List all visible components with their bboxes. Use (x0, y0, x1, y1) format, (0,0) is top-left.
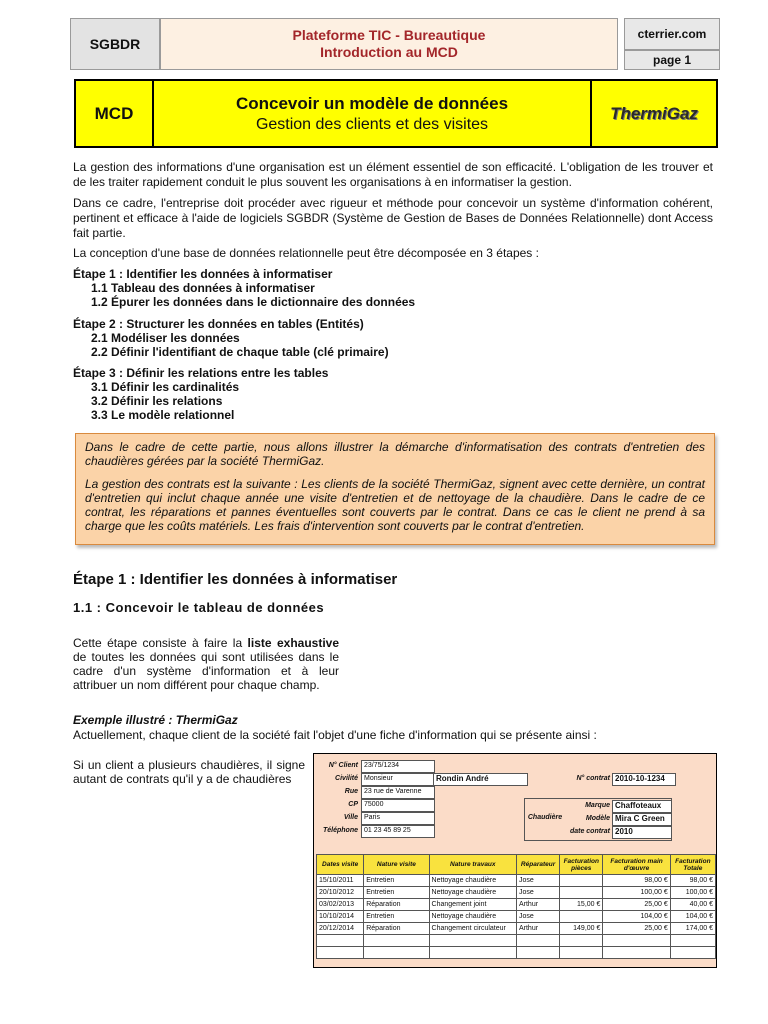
column-header: Nature travaux (429, 855, 516, 875)
table-cell: 100,00 € (603, 887, 670, 899)
table-cell (560, 911, 603, 923)
step-1-2: 1.2 Épurer les données dans le dictionnaire des données (91, 295, 416, 309)
step-3-1: 3.1 Définir les cardinalités (91, 380, 240, 394)
context-note-box (75, 433, 715, 545)
table-cell: 98,00 € (670, 875, 715, 887)
table-row (317, 875, 716, 887)
table-cell (560, 875, 603, 887)
table-cell: Nettoyage chaudière (429, 875, 516, 887)
table-cell (516, 947, 559, 959)
label-client-number: N° Client (328, 762, 358, 769)
step-description-post: de toutes les données qui sont utilisées dans le cadre d'un système d'information et à leur attribuer un nom différent pour chaque champ. (73, 650, 339, 692)
value-model: Mira C Green (612, 813, 672, 826)
value-client-number: 23/75/1234 (361, 760, 435, 773)
table-cell (560, 947, 603, 959)
label-contract-date: date contrat (569, 828, 610, 835)
note-paragraph-1: Dans le cadre de cette partie, nous allons illustrer la démarche d'informatisation des contrats d'entretien des chaudières gérées par la société ThermiGaz. (85, 440, 705, 468)
header-title-line1: Plateforme TIC - Bureautique (292, 27, 486, 43)
table-cell: 40,00 € (670, 899, 715, 911)
table-row (317, 947, 716, 959)
column-header: Dates visite (317, 855, 364, 875)
table-cell (603, 947, 670, 959)
column-header: Facturation pièces (560, 855, 603, 875)
label-brand: Marque (585, 802, 610, 809)
label-civility: Civilité (335, 775, 358, 782)
table-cell: 174,00 € (670, 923, 715, 935)
note-paragraph-2: La gestion des contrats est la suivante : Les clients de la société ThermiGaz, signent avec cette dernière, un contrat d'entretien qui inclut chaque année une visite d'entretien et de nettoyage de la chaudière. Dans le cadre de ce contrat, les réparations et pannes éventuelles sont couverts par le contrat. Dans ce cas le client ne prend à sa charge que les coûts matériels. Les frais d'intervention sont couverts par le contrat d'entretien. (85, 477, 705, 533)
section-heading: Étape 1 : Identifier les données à informatiser (73, 571, 398, 588)
table-cell: 25,00 € (603, 923, 670, 935)
table-cell: Arthur (516, 899, 559, 911)
column-header: Facturation Totale (670, 855, 715, 875)
table-cell: 104,00 € (603, 911, 670, 923)
header-subject: SGBDR (70, 18, 160, 70)
subsection-heading: 1.1 : Concevoir le tableau de données (73, 600, 325, 615)
table-cell (317, 947, 364, 959)
table-cell: Réparation (364, 899, 429, 911)
table-row (317, 887, 716, 899)
band-title-block (154, 81, 592, 146)
table-cell (364, 947, 429, 959)
step-2-2: 2.2 Définir l'identifiant de chaque table (clé primaire) (91, 345, 389, 359)
table-cell: 98,00 € (603, 875, 670, 887)
step-2-title: Étape 2 : Structurer les données en tables (Entités) (73, 317, 364, 331)
table-cell: 10/10/2014 (317, 911, 364, 923)
step-description-bold: liste exhaustive (247, 636, 339, 650)
value-postcode: 75000 (361, 799, 435, 812)
header-page-number: page 1 (624, 50, 720, 70)
visits-header-row (317, 855, 716, 875)
table-cell (603, 935, 670, 947)
table-cell (429, 935, 516, 947)
intro-paragraph-2: Dans ce cadre, l'entreprise doit procéder avec rigueur et méthode pour concevoir un système d'information cohérent, pertinent et efficace à l'aide de logiciels SGBDR (Système de Gestion de Bases de Données Relationnelle) dont Access fait partie. (73, 196, 713, 240)
label-contract-number: N° contrat (576, 775, 610, 782)
table-cell: Jose (516, 875, 559, 887)
label-postcode: CP (348, 801, 358, 808)
intro-paragraph-1: La gestion des informations d'une organisation est un élément essentiel de son efficacité. L'obligation de les trouver et de les traiter rapidement conduit le plus souvent les organisations à en informatiser la gestion. (73, 160, 713, 189)
header-site: cterrier.com (624, 18, 720, 50)
step-description-pre: Cette étape consiste à faire la (73, 636, 248, 650)
table-cell (364, 935, 429, 947)
table-cell: Changement circulateur (429, 923, 516, 935)
table-cell: 15,00 € (560, 899, 603, 911)
value-street: 23 rue de Varenne (361, 786, 435, 799)
multiple-boilers-note: Si un client a plusieurs chaudières, il signe autant de contrats qu'il y a de chaudières (73, 758, 305, 786)
table-cell: Réparation (364, 923, 429, 935)
column-header: Nature visite (364, 855, 429, 875)
value-contract-number: 2010-10-1234 (612, 773, 676, 786)
step-3-2: 3.2 Définir les relations (91, 394, 223, 408)
column-header: Facturation main d'œuvre (603, 855, 670, 875)
step-description (73, 636, 339, 692)
table-cell: Jose (516, 911, 559, 923)
table-cell: 104,00 € (670, 911, 715, 923)
thermigaz-logo: ThermiGaz (610, 103, 698, 123)
value-phone: 01 23 45 89 25 (361, 825, 435, 838)
header-title (160, 18, 618, 70)
label-city: Ville (343, 814, 358, 821)
step-3-title: Étape 3 : Définir les relations entre les tables (73, 366, 329, 380)
table-cell (670, 935, 715, 947)
step-1-1: 1.1 Tableau des données à informatiser (91, 281, 315, 295)
band-title: Concevoir un modèle de données (235, 93, 509, 113)
table-cell (560, 935, 603, 947)
label-street: Rue (344, 788, 358, 795)
table-cell (670, 947, 715, 959)
table-row (317, 923, 716, 935)
table-row (317, 935, 716, 947)
visits-table (316, 854, 716, 959)
intro-paragraph-3: La conception d'une base de données relationnelle peut être décomposée en 3 étapes : (73, 246, 539, 260)
visits-table-body (317, 875, 716, 959)
column-header: Réparateur (516, 855, 559, 875)
table-cell: Nettoyage chaudière (429, 911, 516, 923)
table-cell: 15/10/2011 (317, 875, 364, 887)
table-cell: Entretien (364, 911, 429, 923)
table-cell (560, 887, 603, 899)
value-client-name: Rondin André (433, 773, 528, 786)
value-contract-date: 2010 (612, 826, 672, 839)
value-civility: Monsieur (361, 773, 435, 786)
table-cell: Changement joint (429, 899, 516, 911)
band-subtitle: Gestion des clients et des visites (255, 115, 489, 133)
step-1-title: Étape 1 : Identifier les données à informatiser (73, 267, 333, 281)
value-city: Paris (361, 812, 435, 825)
table-cell: Entretien (364, 875, 429, 887)
table-cell (317, 935, 364, 947)
table-cell: Entretien (364, 887, 429, 899)
step-3-3: 3.3 Le modèle relationnel (91, 408, 235, 422)
title-band (74, 79, 718, 148)
label-boiler: Chaudière (527, 814, 563, 821)
header-title-line2: Introduction au MCD (320, 44, 458, 60)
label-phone: Téléphone (322, 827, 358, 834)
table-cell (516, 935, 559, 947)
example-text: Actuellement, chaque client de la société fait l'objet d'une fiche d'information qui se présente ainsi : (73, 728, 597, 742)
table-cell: 20/12/2014 (317, 923, 364, 935)
example-title: Exemple illustré : ThermiGaz (73, 713, 238, 727)
table-cell: 149,00 € (560, 923, 603, 935)
table-cell: 03/02/2013 (317, 899, 364, 911)
table-cell (429, 947, 516, 959)
value-brand: Chaffoteaux (612, 800, 672, 813)
table-row (317, 911, 716, 923)
band-label: MCD (76, 81, 154, 146)
client-info-sheet (313, 753, 717, 968)
label-model: Modèle (585, 815, 610, 822)
table-cell: 25,00 € (603, 899, 670, 911)
table-cell: 20/10/2012 (317, 887, 364, 899)
table-cell: Jose (516, 887, 559, 899)
table-cell: 100,00 € (670, 887, 715, 899)
table-cell: Arthur (516, 923, 559, 935)
table-row (317, 899, 716, 911)
table-cell: Nettoyage chaudière (429, 887, 516, 899)
step-2-1: 2.1 Modéliser les données (91, 331, 240, 345)
